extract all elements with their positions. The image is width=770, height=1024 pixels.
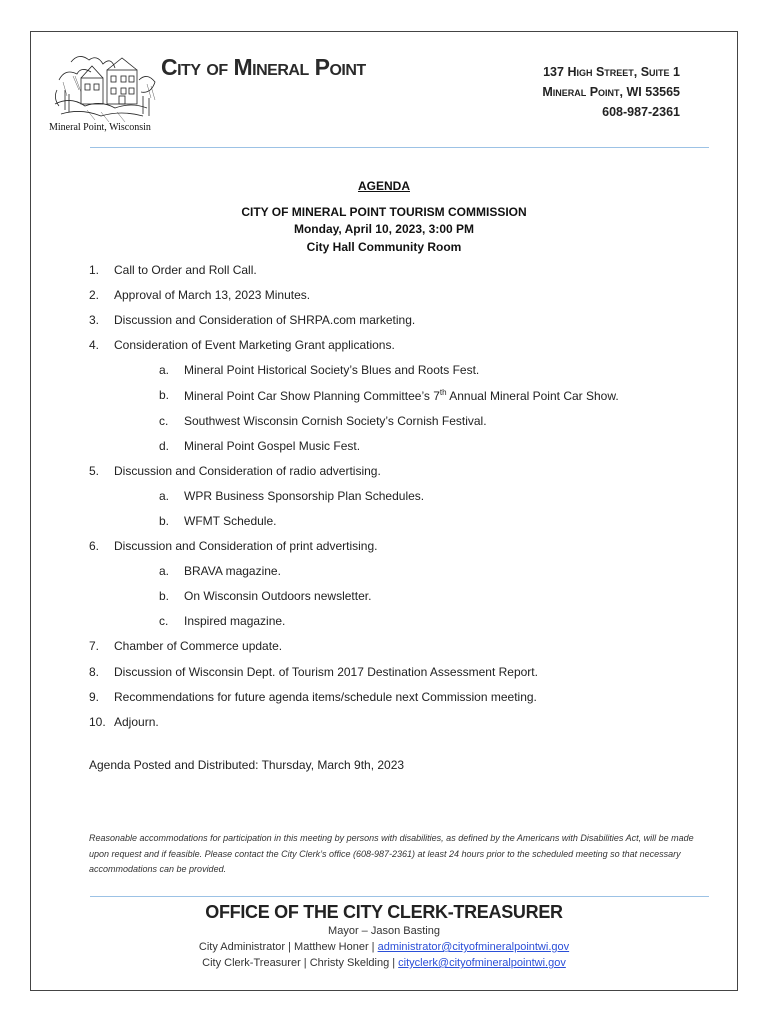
agenda-item [89, 338, 719, 363]
logo-caption: Mineral Point, Wisconsin [49, 122, 151, 133]
subitem-text: On Wisconsin Outdoors newsletter. [184, 589, 372, 604]
subitem-letter: b. [159, 589, 170, 604]
subitem-text: WPR Business Sponsorship Plan Schedules. [184, 488, 425, 503]
administrator-line [31, 939, 737, 955]
agenda-item [89, 313, 719, 338]
item-text: Consideration of Event Marketing Grant applications. [114, 338, 395, 353]
agenda-subitem [89, 439, 719, 464]
item-number: 4. [89, 338, 100, 353]
subitem-text: Mineral Point Historical Society’s Blues and Roots Fest. [184, 363, 480, 378]
subitem-text [184, 388, 619, 413]
item-text: Call to Order and Roll Call. [114, 263, 257, 277]
agenda-subitem [89, 388, 719, 413]
city-phone: 608-987-2361 [602, 105, 680, 119]
item-number: 2. [89, 288, 100, 303]
item-number: 3. [89, 313, 100, 328]
ordinal-suffix: th [439, 388, 447, 398]
agenda-subitem [89, 589, 719, 614]
agenda-item [89, 690, 719, 715]
agenda-subitem [89, 414, 719, 439]
city-address [542, 62, 680, 122]
address-line-street: 137 High Street, Suite 1 [543, 65, 680, 79]
item-number: 6. [89, 539, 100, 554]
agenda-item [89, 539, 719, 564]
subitem-text: Inspired magazine. [184, 614, 286, 629]
subitem-text-main: Mineral Point Car Show Planning Committee’s 7 [184, 389, 440, 404]
item-number: 10. [89, 714, 106, 729]
item-text: Adjourn. [114, 714, 159, 729]
agenda-subitem [89, 564, 719, 589]
item-text: Discussion and Consideration of print advertising. [114, 539, 378, 554]
subitem-letter: a. [159, 564, 170, 579]
agenda-subitem [89, 514, 719, 539]
item-number: 8. [89, 664, 100, 679]
address-line-city: Mineral Point, WI 53565 [542, 85, 680, 99]
agenda-label: AGENDA [357, 179, 410, 193]
item-text: Approval of March 13, 2023 Minutes. [114, 288, 311, 303]
agenda-subitem [89, 614, 719, 639]
subitem-text-rest: Annual Mineral Point Car Show. [446, 389, 619, 404]
item-text: Discussion and Consideration of SHRPA.com marketing. [114, 313, 416, 328]
clerk-office-footer [31, 902, 737, 971]
agenda-item [89, 639, 719, 664]
administrator-label: City Administrator | Matthew Honer | [198, 941, 378, 953]
mayor-line: Mayor – Jason Basting [328, 925, 440, 937]
agenda-item [89, 665, 719, 690]
item-number: 7. [89, 639, 100, 654]
header-divider [90, 147, 709, 148]
subitem-letter: c. [159, 413, 169, 428]
agenda-item [89, 715, 719, 740]
administrator-email-link[interactable]: administrator@cityofmineralpointwi.gov [377, 941, 570, 953]
subitem-letter: b. [159, 388, 170, 403]
agenda-page [30, 31, 738, 991]
subitem-letter: a. [159, 363, 170, 378]
item-text: Discussion and Consideration of radio advertising. [114, 463, 381, 478]
subitem-text: BRAVA magazine. [184, 564, 281, 579]
agenda-subitem [89, 363, 719, 388]
item-number: 5. [89, 463, 100, 478]
subitem-letter: b. [159, 513, 170, 528]
agenda-subitem [89, 489, 719, 514]
clerk-line [31, 955, 737, 971]
posted-date-note: Agenda Posted and Distributed: Thursday, March 9th, 2023 [89, 758, 405, 772]
commission-name: CITY OF MINERAL POINT TOURISM COMMISSION [241, 204, 527, 219]
office-title: OFFICE OF THE CITY CLERK-TREASURER [205, 902, 563, 922]
item-text: Recommendations for future agenda items/schedule next Commission meeting. [114, 689, 537, 704]
agenda-item [89, 464, 719, 489]
meeting-datetime: Monday, April 10, 2023, 3:00 PM [293, 222, 475, 236]
footer-divider [90, 896, 709, 897]
meeting-location: City Hall Community Room [306, 239, 462, 254]
agenda-item [89, 263, 719, 288]
agenda-item [89, 288, 719, 313]
city-name-title: City of Mineral Point [161, 54, 366, 80]
item-number: 1. [89, 263, 100, 277]
city-logo-sketch [51, 50, 163, 130]
clerk-label: City Clerk-Treasurer | Christy Skelding | [202, 957, 399, 969]
subitem-letter: a. [159, 488, 170, 503]
item-text: Discussion of Wisconsin Dept. of Tourism 2017 Destination Assessment Report. [114, 664, 538, 679]
agenda-heading [31, 178, 737, 256]
ada-disclaimer: Reasonable accommodations for participation in this meeting by persons with disabilities, as defined by the Americans with Disabilities Act, will be made upon request and if feasible. Please contact the City Clerk’s office (608-987-2361) at least 24 hours prior to the scheduled meeting so that necessary accommodations can be provided. [89, 833, 694, 874]
subitem-text: Southwest Wisconsin Cornish Society’s Cornish Festival. [184, 413, 487, 428]
clerk-email-link[interactable]: cityclerk@cityofmineralpointwi.gov [398, 957, 566, 969]
subitem-letter: d. [159, 438, 170, 453]
agenda-items [89, 263, 719, 740]
item-text: Chamber of Commerce update. [114, 639, 283, 654]
subitem-text: WFMT Schedule. [184, 513, 277, 528]
item-number: 9. [89, 689, 100, 704]
subitem-text: Mineral Point Gospel Music Fest. [184, 438, 361, 453]
subitem-letter: c. [159, 614, 169, 629]
